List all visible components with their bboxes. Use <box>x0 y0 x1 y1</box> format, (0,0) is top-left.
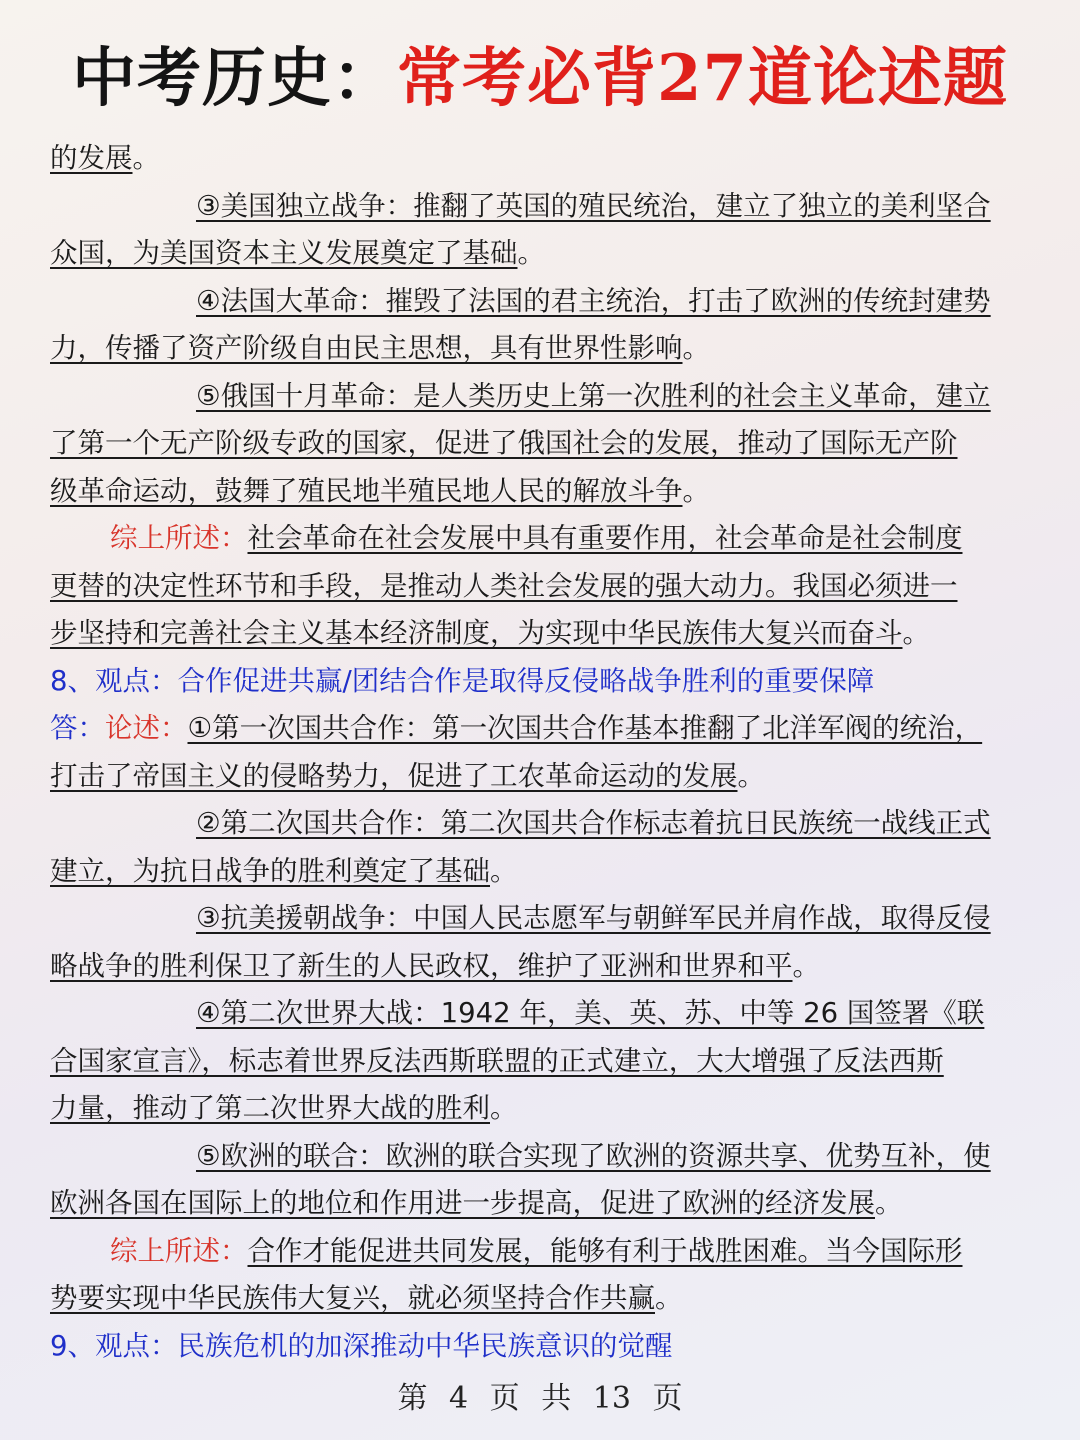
title-highlight: 常考必背27道论述题 <box>396 41 1009 116</box>
line-end: 。 <box>902 617 930 649</box>
underlined-text: ⑤俄国十月革命：是人类历史上第一次胜利的社会主义革命，建立 <box>196 379 991 412</box>
underlined-text: 社会革命在社会发展中具有重要作用，社会革命是社会制度 <box>247 522 963 554</box>
text-line <box>50 135 1050 183</box>
document-body <box>50 135 1050 1370</box>
underlined-text: 了第一个无产阶级专政的国家，促进了俄国社会的发展，推动了国际无产阶 <box>50 427 958 459</box>
line-end: 。 <box>682 474 710 507</box>
text-line <box>50 468 1050 516</box>
text-line <box>50 943 1050 991</box>
underlined-text: ⑤欧洲的联合：欧洲的联合实现了欧洲的资源共享、优势互补，使 <box>196 1139 991 1172</box>
line-end: 。 <box>875 1187 903 1219</box>
summary-label: 综上所述： <box>110 522 248 554</box>
underlined-text: 众国，为美国资本主义发展奠定了基础 <box>50 237 518 269</box>
text-line <box>50 848 1050 896</box>
underlined-text: ③美国独立战争：推翻了英国的殖民统治，建立了独立的美利坚合 <box>196 189 991 222</box>
text-line <box>50 753 1050 801</box>
underlined-text: 合作才能促进共同发展，能够有利于战胜困难。当今国际形 <box>247 1234 963 1267</box>
underlined-text: 略战争的胜利保卫了新生的人民政权，维护了亚洲和世界和平 <box>50 949 793 982</box>
viewpoint-heading <box>50 658 1050 706</box>
underlined-text: 势要实现中华民族伟大复兴，就必须坚持合作共赢 <box>50 1282 655 1314</box>
underlined-text: 打击了帝国主义的侵略势力，促进了工农革命运动的发展 <box>50 759 738 792</box>
text-line <box>50 278 1050 326</box>
text-line <box>50 895 1050 943</box>
page-number: 第 4 页 共 13 页 <box>397 1381 683 1416</box>
underlined-text: 更替的决定性环节和手段，是推动人类社会发展的强大动力。我国必须进一 <box>50 569 958 602</box>
text-line <box>50 1228 1050 1276</box>
underlined-text: ①第一次国共合作：第一次国共合作基本推翻了北洋军阀的统治， <box>187 712 983 744</box>
page-title <box>0 34 1080 124</box>
line-end: 。 <box>490 1092 518 1124</box>
underlined-text: 建立，为抗日战争的胜利奠定了基础 <box>50 854 490 887</box>
underlined-text: 的发展 <box>50 142 133 174</box>
text-line <box>50 183 1050 231</box>
underlined-text: 欧洲各国在国际上的地位和作用进一步提高，促进了欧洲的经济发展 <box>50 1187 875 1219</box>
answer-label: 答： <box>50 712 105 744</box>
underlined-text: 步坚持和完善社会主义基本经济制度，为实现中华民族伟大复兴而奋斗 <box>50 617 903 649</box>
text-line <box>50 563 1050 611</box>
line-end: 。 <box>737 759 765 792</box>
line-end: 。 <box>132 142 160 174</box>
line-end: 。 <box>490 854 518 887</box>
text-line <box>50 1180 1050 1228</box>
text-line <box>50 990 1050 1038</box>
viewpoint-heading <box>50 1323 1050 1371</box>
text-line <box>50 1085 1050 1133</box>
underlined-text: 级革命运动，鼓舞了殖民地半殖民地人民的解放斗争 <box>50 474 683 507</box>
text-line <box>50 420 1050 468</box>
line-end: 。 <box>655 1282 683 1314</box>
underlined-text: ④第二次世界大战：1942 年，美、英、苏、中等 26 国签署《联 <box>196 997 985 1029</box>
underlined-text: 力，传播了资产阶级自由民主思想，具有世界性影响 <box>50 332 683 364</box>
text-line <box>50 325 1050 373</box>
heading-text: 8、观点：合作促进共赢/团结合作是取得反侵略战争胜利的重要保障 <box>50 664 875 697</box>
text-line <box>50 1133 1050 1181</box>
discussion-label: 论述： <box>105 712 188 744</box>
underlined-text: ④法国大革命：摧毁了法国的君主统治，打击了欧洲的传统封建势 <box>196 284 991 317</box>
heading-text: 9、观点：民族危机的加深推动中华民族意识的觉醒 <box>50 1329 673 1362</box>
text-line <box>50 705 1050 753</box>
text-line <box>50 515 1050 563</box>
text-line <box>50 1038 1050 1086</box>
underlined-text: 力量，推动了第二次世界大战的胜利 <box>50 1092 490 1124</box>
text-line <box>50 230 1050 278</box>
line-end: 。 <box>792 949 820 982</box>
text-line <box>50 1275 1050 1323</box>
text-line <box>50 800 1050 848</box>
line-end: 。 <box>517 237 545 269</box>
text-line <box>50 610 1050 658</box>
text-line <box>50 373 1050 421</box>
underlined-text: ②第二次国共合作：第二次国共合作标志着抗日民族统一战线正式 <box>196 807 991 839</box>
summary-label: 综上所述： <box>110 1234 248 1267</box>
underlined-text: 合国家宣言》，标志着世界反法西斯联盟的正式建立，大大增强了反法西斯 <box>50 1044 944 1077</box>
title-prefix: 中考历史： <box>71 41 397 116</box>
line-end: 。 <box>682 332 710 364</box>
underlined-text: ③抗美援朝战争：中国人民志愿军与朝鲜军民并肩作战，取得反侵 <box>196 902 991 934</box>
